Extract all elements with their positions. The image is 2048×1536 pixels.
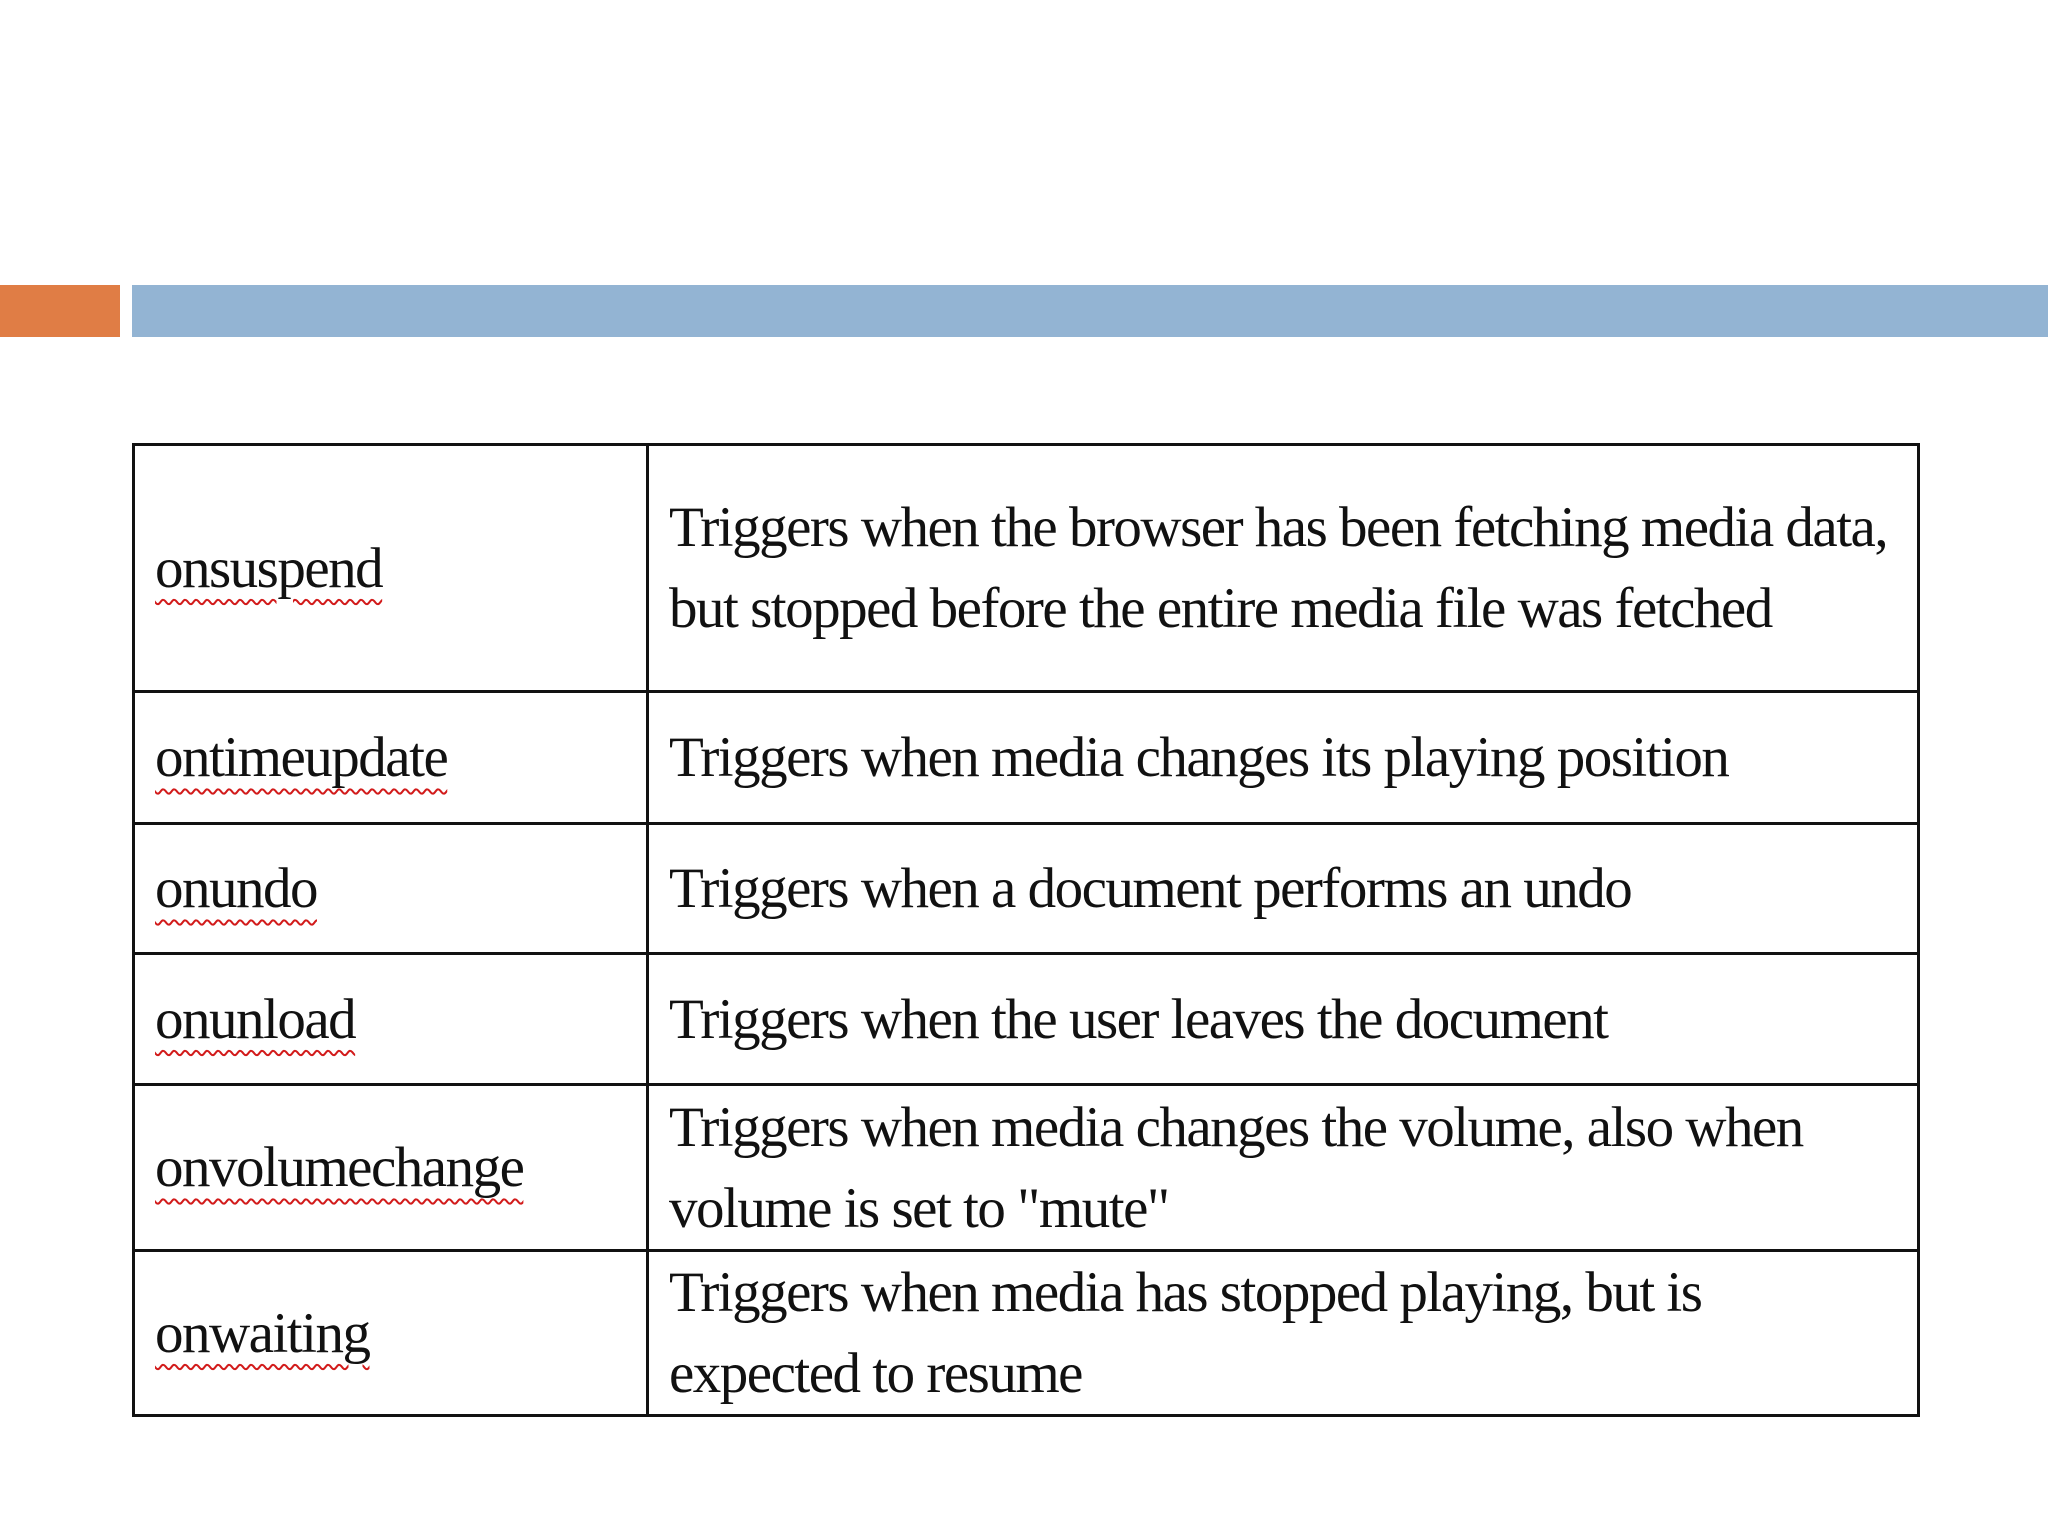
- event-name: onunload: [155, 987, 356, 1051]
- event-description: Triggers when the browser has been fetching media data, but stopped before the entire media file was fetched: [648, 445, 1919, 692]
- event-name-cell: [134, 1085, 648, 1251]
- event-name: onundo: [155, 857, 317, 920]
- table-row: [134, 954, 1919, 1085]
- table-row: [134, 692, 1919, 824]
- event-name: ontimeupdate: [155, 726, 448, 789]
- event-name-cell: [134, 954, 648, 1085]
- orange-accent-block: [0, 285, 120, 337]
- event-name: onsuspend: [155, 536, 383, 600]
- table-row: [134, 1085, 1919, 1251]
- event-name-cell: [134, 692, 648, 824]
- blue-title-bar: [132, 285, 2048, 337]
- table-row: [134, 1251, 1919, 1416]
- event-description: Triggers when the user leaves the document: [648, 954, 1919, 1085]
- event-name-cell: [134, 1251, 648, 1416]
- table-row: [134, 445, 1919, 692]
- event-name-cell: [134, 445, 648, 692]
- event-name: onvolumechange: [155, 1136, 524, 1199]
- event-description: Triggers when media changes its playing position: [648, 692, 1919, 824]
- event-name-cell: [134, 824, 648, 954]
- event-table: [132, 443, 1920, 1417]
- event-description: Triggers when a document performs an undo: [648, 824, 1919, 954]
- table-row: [134, 824, 1919, 954]
- event-name: onwaiting: [155, 1301, 370, 1365]
- event-description: Triggers when media changes the volume, also when volume is set to "mute": [648, 1085, 1919, 1251]
- event-description: Triggers when media has stopped playing, but is expected to resume: [648, 1251, 1919, 1416]
